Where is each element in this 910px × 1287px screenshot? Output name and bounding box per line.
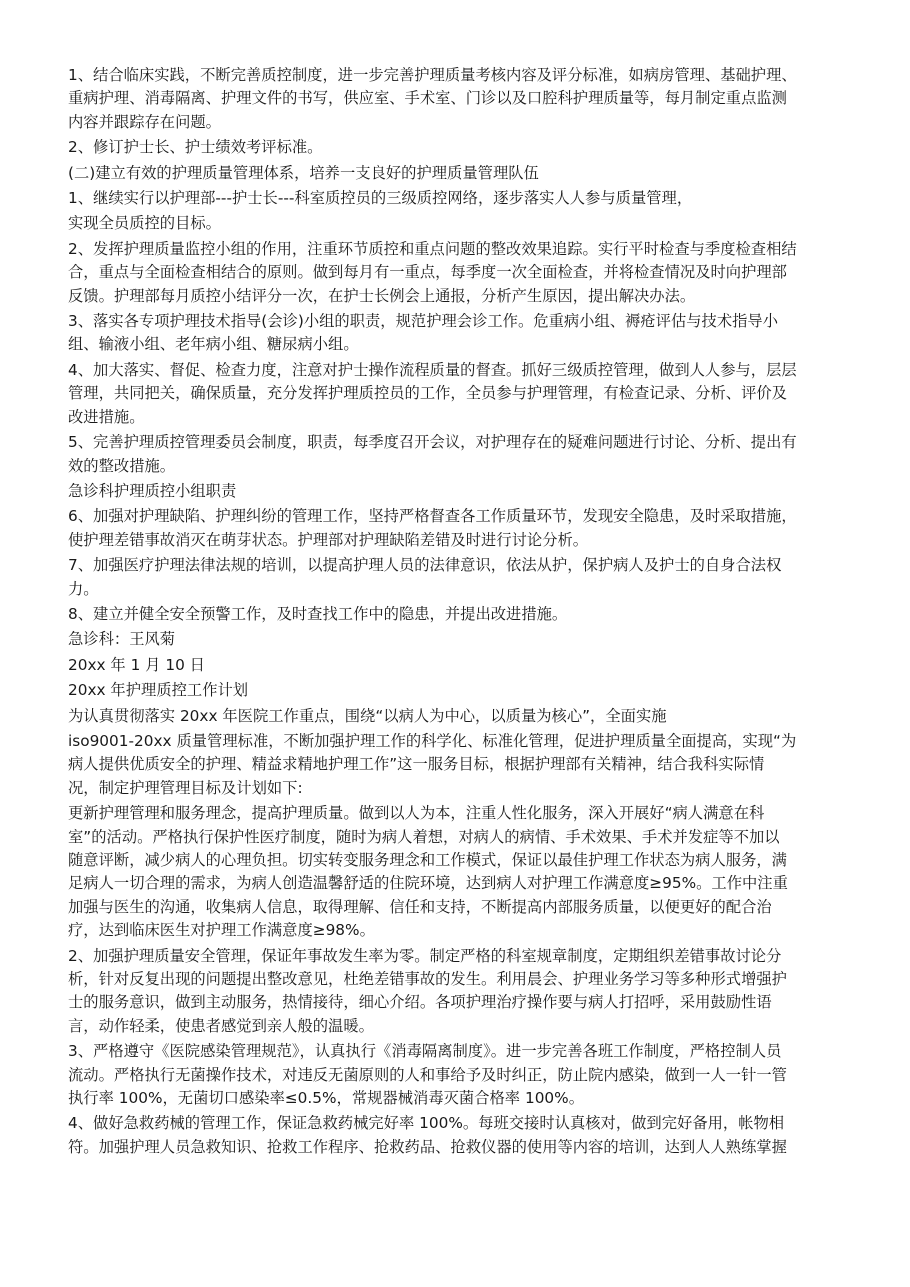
paragraph	[68, 505, 850, 552]
paragraph	[68, 431, 850, 478]
text-line: iso9001-20xx 质量管理标准，不断加强护理工作的科学化、标准化管理，促进护理质量全面提高，实现“为	[68, 731, 797, 750]
text-line: 20xx 年 1 月 10 日	[68, 655, 205, 674]
text-line: 士的服务意识，做到主动服务，热情接待，细心介绍。各项护理治疗操作要与病人打招呼，采用鼓励性语	[68, 993, 772, 1012]
text-line: 改进措施。	[68, 407, 145, 426]
text-line: 2、加强护理质量安全管理，保证年事故发生率为零。制定严格的科室规章制度，定期组织差错事故讨论分	[68, 946, 782, 965]
text-line: 析，针对反复出现的问题提出整改意见，杜绝差错事故的发生。利用晨会、护理业务学习等多种形式增强护	[68, 970, 787, 989]
paragraph	[68, 730, 850, 800]
paragraph	[68, 212, 850, 235]
text-line: 7、加强医疗护理法律法规的培训，以提高护理人员的法律意识，依法从护，保护病人及护士的自身合法权	[68, 556, 782, 575]
text-line: 1、结合临床实践，不断完善质控制度，进一步完善护理质量考核内容及评分标准，如病房管理、基础护理、	[68, 66, 797, 84]
paragraph	[68, 1112, 850, 1159]
text-line: 加强与医生的沟通，收集病人信息，取得理解、信任和支持，不断提高内部服务质量，以便更好的配合治	[68, 897, 772, 916]
text-line: 急诊科：王风菊	[68, 630, 176, 649]
text-line: 力。	[68, 579, 99, 598]
text-line: 8、建立并健全安全预警工作，及时查找工作中的隐患，并提出改进措施。	[68, 604, 568, 623]
text-line: 4、做好急救药械的管理工作，保证急救药械完好率 100%。每班交接时认真核对，做到完好备用，帐物相	[68, 1114, 785, 1133]
text-line: 随意评断，减少病人的心理负担。切实转变服务理念和工作模式，保证以最佳护理工作状态为病人服务，满	[68, 851, 787, 869]
text-line: 实现全员质控的目标。	[68, 214, 221, 233]
text-line: 言，动作轻柔，使患者感觉到亲人般的温暖。	[68, 1016, 374, 1035]
paragraph	[68, 945, 850, 1039]
paragraph	[68, 359, 850, 429]
paragraph	[68, 603, 850, 626]
text-line: 2、发挥护理质量监控小组的作用，注重环节质控和重点问题的整改效果追踪。实行平时检查与季度检查相结	[68, 239, 797, 258]
text-line: 组、输液小组、老年病小组、糖尿病小组。	[68, 335, 359, 354]
text-line: (二)建立有效的护理质量管理体系，培养一支良好的护理质量管理队伍	[68, 163, 539, 182]
paragraph	[68, 480, 850, 503]
paragraph	[68, 187, 850, 210]
text-line: 病人提供优质安全的护理、精益求精地护理工作”这一服务目标，根据护理部有关精神，结合我科实际情	[68, 755, 765, 774]
text-line: 执行率 100%，无菌切口感染率≤0.5%，常规器械消毒灭菌合格率 100%。	[68, 1089, 584, 1108]
text-line: 室”的活动。严格执行保护性医疗制度，随时为病人着想，对病人的病情、手术效果、手术并发症等不加以	[68, 827, 780, 846]
text-line: 5、完善护理质控管理委员会制度，职责，每季度召开会议，对护理存在的疑难问题进行讨论、分析、提出有	[68, 433, 797, 452]
text-line: 足病人一切合理的需求，为病人创造温馨舒适的住院环境，达到病人对护理工作满意度≥95%。工作中注重	[68, 874, 788, 893]
text-line: 使护理差错事故消灭在萌芽状态。护理部对护理缺陷差错及时进行讨论分析。	[68, 530, 589, 549]
text-line: 2、修订护士长、护士绩效考评标准。	[68, 138, 323, 157]
text-line: 符。加强护理人员急救知识、抢救工作程序、抢救药品、抢救仪器的使用等内容的培训，达到人人熟练掌握	[68, 1137, 787, 1156]
paragraph	[68, 679, 850, 702]
paragraph	[68, 554, 850, 601]
text-line: 管理，共同把关，确保质量，充分发挥护理质控员的工作，全员参与护理管理，有检查记录、分析、评价及	[68, 384, 787, 403]
text-line: 反馈。护理部每月质控小结评分一次，在护士长例会上通报，分析产生原因，提出解决办法。	[68, 286, 696, 305]
text-line: 急诊科护理质控小组职责	[68, 481, 237, 500]
paragraph	[68, 64, 850, 134]
text-line: 疗，达到临床医生对护理工作满意度≥98%。	[68, 921, 375, 940]
paragraph	[68, 802, 850, 942]
text-line: 3、严格遵守《医院感染管理规范》，认真执行《消毒隔离制度》。进一步完善各班工作制度，严格控制人员	[68, 1042, 782, 1061]
paragraph	[68, 162, 850, 185]
paragraph	[68, 310, 850, 357]
text-line: 3、落实各专项护理技术指导(会诊)小组的职责，规范护理会诊工作。危重病小组、褥疮评估与技术指导小	[68, 312, 779, 331]
text-line: 为认真贯彻落实 20xx 年医院工作重点，围绕“以病人为中心，以质量为核心”，全面实施	[68, 706, 667, 725]
text-line: 6、加强对护理缺陷、护理纠纷的管理工作，坚持严格督查各工作质量环节，发现安全隐患，及时采取措施，	[68, 507, 797, 526]
paragraph	[68, 1040, 850, 1110]
text-line: 况，制定护理管理目标及计划如下:	[68, 778, 303, 797]
text-line: 合，重点与全面检查相结合的原则。做到每月有一重点，每季度一次全面检查，并将检查情况及时向护理部	[68, 263, 787, 282]
paragraph	[68, 705, 850, 728]
paragraph	[68, 654, 850, 677]
text-line: 内容并跟踪存在问题。	[68, 112, 221, 131]
paragraph	[68, 238, 850, 308]
paragraph	[68, 136, 850, 159]
text-line: 20xx 年护理质控工作计划	[68, 681, 249, 700]
text-line: 4、加大落实、督促、检查力度，注意对护士操作流程质量的督查。抓好三级质控管理，做到人人参与，层层	[68, 360, 797, 379]
paragraph	[68, 628, 850, 651]
text-line: 效的整改措施。	[68, 456, 176, 475]
text-line: 1、继续实行以护理部---护士长---科室质控员的三级质控网络，逐步落实人人参与质量管理，	[68, 189, 693, 208]
text-line: 重病护理、消毒隔离、护理文件的书写，供应室、手术室、门诊以及口腔科护理质量等，每月制定重点监测	[68, 89, 787, 108]
text-line: 更新护理管理和服务理念，提高护理质量。做到以人为本，注重人性化服务，深入开展好“病人满意在科	[68, 804, 765, 823]
text-line: 流动。严格执行无菌操作技术，对违反无菌原则的人和事给予及时纠正，防止院内感染，做到一人一针一管	[68, 1065, 787, 1084]
